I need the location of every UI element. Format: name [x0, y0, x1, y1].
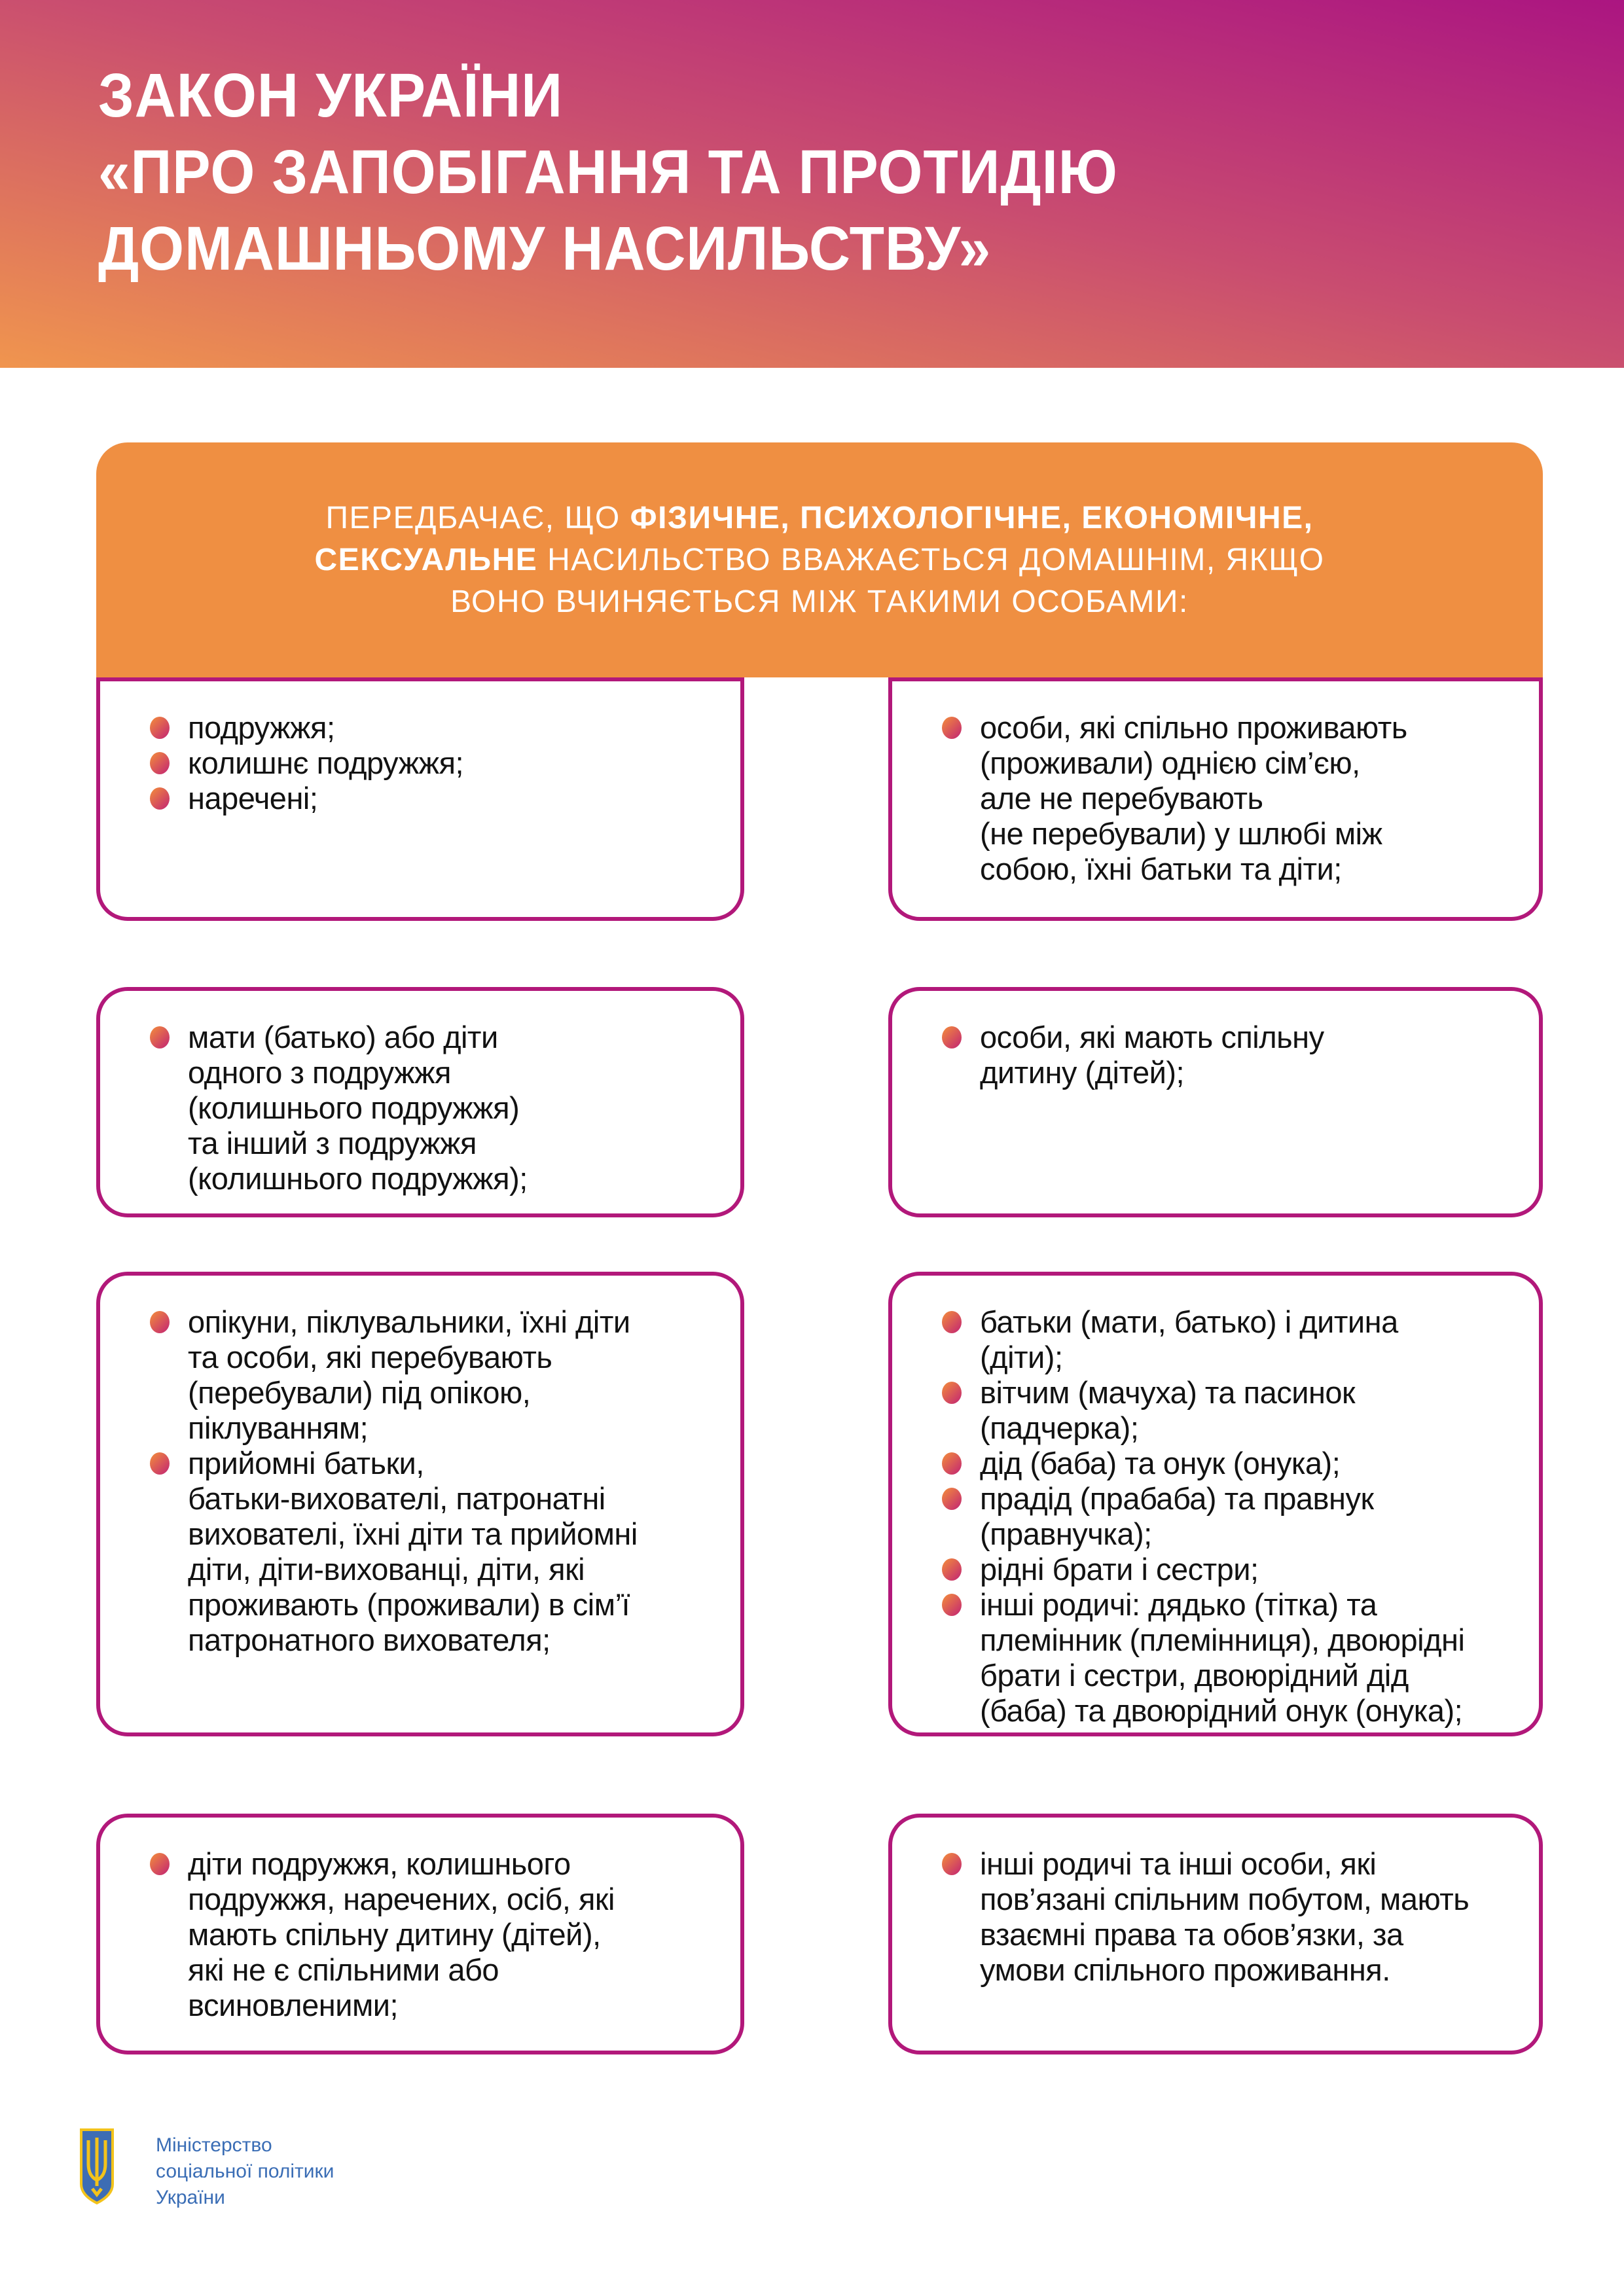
intro-line-3	[168, 581, 1471, 623]
list-item-line: батьки-вихователі, патронатні	[188, 1481, 605, 1516]
intro-line-2-normal: НАСИЛЬСТВО ВВАЖАЄТЬСЯ ДОМАШНІМ, ЯКЩО	[537, 542, 1325, 577]
title-line-2: «ПРО ЗАПОБІГАННЯ ТА ПРОТИДІЮ	[98, 137, 1118, 207]
card-relatives	[888, 1272, 1543, 1736]
list-item-line: інші родичі: дядько (тітка) та	[980, 1587, 1377, 1622]
list-item-line: дід (баба) та онук (онука);	[980, 1446, 1341, 1480]
list-item-line: прадід (прабаба) та правнук	[980, 1481, 1374, 1516]
list-item-line: опікуни, піклувальники, їхні діти	[188, 1304, 630, 1339]
list-item	[150, 1846, 721, 2023]
list-item-line: інші родичі та інші особи, які	[980, 1846, 1377, 1881]
intro-line-2-bold: СЕКСУАЛЬНЕ	[314, 542, 538, 577]
list-item-line: (колишнього подружжя);	[188, 1161, 528, 1196]
list-item-line: всиновленими;	[188, 1988, 399, 2022]
list-item-line: піклуванням;	[188, 1410, 369, 1445]
list-item	[942, 1375, 1519, 1446]
list-item-line: мають спільну дитину (дітей),	[188, 1917, 601, 1952]
card-other-persons	[888, 1814, 1543, 2054]
list-item-line: мати (батько) або діти	[188, 1020, 498, 1054]
list-item	[942, 1846, 1519, 1988]
list-item	[942, 1587, 1519, 1729]
list-item-line: (падчерка);	[980, 1410, 1139, 1445]
list-item	[942, 1481, 1519, 1552]
list-item-line: собою, їхні батьки та діти;	[980, 852, 1342, 886]
intro-line-1-normal: ПЕРЕДБАЧАЄ, ЩО	[325, 500, 630, 535]
ministry-line: Міністерство	[156, 2134, 272, 2156]
list-item-line: дитину (дітей);	[980, 1055, 1185, 1090]
list-item	[942, 1446, 1519, 1481]
list-item-line: батьки (мати, батько) і дитина	[980, 1304, 1398, 1339]
card-guardians-foster	[96, 1272, 744, 1736]
intro-line-1	[168, 497, 1471, 539]
list-item-line: брати і сестри, двоюрідний дід	[980, 1658, 1409, 1693]
list-item-line: особи, які спільно проживають	[980, 710, 1407, 745]
list-item-line: особи, які мають спільну	[980, 1020, 1324, 1054]
list-item-line: та інший з подружжя	[188, 1126, 477, 1160]
list-item-line: колишнє подружжя;	[188, 745, 464, 780]
intro-text	[168, 497, 1471, 623]
card-common-child	[888, 987, 1543, 1217]
list-item	[150, 710, 721, 745]
list-item-line: умови спільного проживання.	[980, 1952, 1390, 1987]
list-item-line: пов’язані спільним побутом, мають	[980, 1882, 1470, 1916]
card-other-persons-list	[892, 1818, 1539, 2007]
list-item-line: (проживали) однією сім’єю,	[980, 745, 1360, 780]
list-item	[150, 781, 721, 816]
list-item-line: рідні брати і сестри;	[980, 1552, 1259, 1587]
list-item	[150, 1304, 721, 1446]
list-item	[942, 1552, 1519, 1587]
intro-line-1-bold: ФІЗИЧНЕ, ПСИХОЛОГІЧНЕ, ЕКОНОМІЧНЕ,	[630, 500, 1314, 535]
ministry-line: соціальної політики	[156, 2161, 334, 2182]
list-item-line: прийомні батьки,	[188, 1446, 424, 1480]
card-guardians-foster-list	[100, 1276, 740, 1677]
card-parent-or-children-of-spouse	[96, 987, 744, 1217]
list-item-line: які не є спільними або	[188, 1952, 499, 1987]
list-item-line: одного з подружжя	[188, 1055, 451, 1090]
list-item-line: (перебували) під опікою,	[188, 1375, 531, 1410]
intro-line-2	[168, 539, 1471, 581]
ministry-name	[156, 2132, 431, 2211]
list-item-line: подружжя;	[188, 710, 335, 745]
ministry-line: України	[156, 2187, 225, 2208]
list-item-line: (не перебували) у шлюбі між	[980, 816, 1382, 851]
list-item	[150, 1446, 721, 1658]
card-spouses-list	[100, 681, 740, 836]
list-item	[942, 1020, 1519, 1090]
list-item	[150, 745, 721, 781]
list-item-line: наречені;	[188, 781, 318, 816]
card-parent-or-children-list	[100, 991, 740, 1216]
intro-line-3-normal: ВОНО ВЧИНЯЄТЬСЯ МІЖ ТАКИМИ ОСОБАМИ:	[450, 584, 1189, 619]
list-item-line: вітчим (мачуха) та пасинок	[980, 1375, 1356, 1410]
header-banner	[0, 0, 1624, 368]
page-title	[98, 58, 1206, 287]
list-item-line: (колишнього подружжя)	[188, 1090, 520, 1125]
list-item	[150, 1020, 721, 1196]
intro-box	[96, 442, 1543, 677]
list-item-line: (діти);	[980, 1340, 1063, 1374]
list-item-line: але не перебувають	[980, 781, 1263, 816]
card-common-child-list	[892, 991, 1539, 1110]
list-item-line: діти, діти-вихованці, діти, які	[188, 1552, 585, 1587]
card-cohabiting-persons	[888, 677, 1543, 921]
card-spouses	[96, 677, 744, 921]
list-item-line: (правнучка);	[980, 1516, 1152, 1551]
list-item-line: племінник (племінниця), двоюрідні	[980, 1623, 1465, 1657]
list-item	[942, 710, 1519, 887]
list-item-line: (баба) та двоюрідний онук (онука);	[980, 1693, 1463, 1728]
card-relatives-list	[892, 1276, 1539, 1748]
list-item-line: та особи, які перебувають	[188, 1340, 552, 1374]
list-item-line: проживають (проживали) в сім’ї	[188, 1587, 630, 1622]
list-item-line: вихователі, їхні діти та прийомні	[188, 1516, 638, 1551]
list-item-line: подружжя, наречених, осіб, які	[188, 1882, 615, 1916]
title-line-1: ЗАКОН УКРАЇНИ	[98, 61, 564, 130]
list-item-line: взаємні права та обов’язки, за	[980, 1917, 1403, 1952]
ukraine-trident-icon	[79, 2127, 115, 2206]
list-item-line: патронатного вихователя;	[188, 1623, 550, 1657]
list-item	[942, 1304, 1519, 1375]
list-item-line: діти подружжя, колишнього	[188, 1846, 571, 1881]
card-children-of-spouses	[96, 1814, 744, 2054]
card-children-of-spouses-list	[100, 1818, 740, 2043]
card-cohabiting-persons-list	[892, 681, 1539, 906]
title-line-3: ДОМАШНЬОМУ НАСИЛЬСТВУ»	[98, 214, 992, 283]
